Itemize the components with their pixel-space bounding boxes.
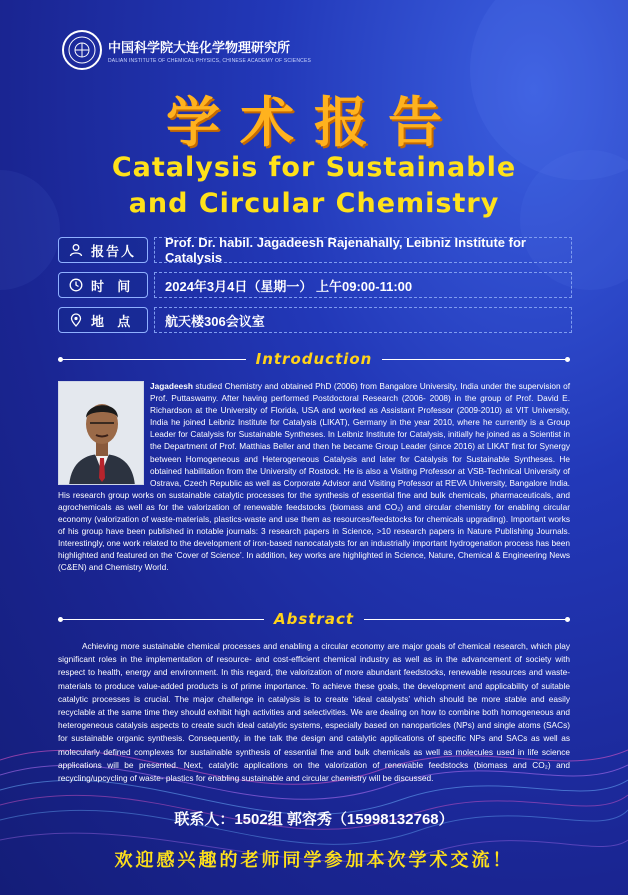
time-label: 时 间	[91, 278, 133, 294]
place-row	[58, 307, 572, 333]
speaker-label-box	[58, 237, 148, 263]
introduction-body	[58, 380, 570, 574]
time-label-box	[58, 272, 148, 298]
divider	[58, 619, 264, 620]
speaker-value: Prof. Dr. habil. Jagadeesh Rajenahally, Leibniz Institute for Catalysis	[154, 237, 572, 263]
place-value: 航天楼306会议室	[154, 307, 572, 333]
org-name-cn: 中国科学院大连化学物理研究所	[108, 39, 291, 55]
welcome-message: 欢迎感兴趣的老师同学参加本次学术交流！	[114, 850, 514, 871]
contact-info: 联系人：1502组 郭容秀（15998132768）	[174, 811, 454, 828]
place-label: 地 点	[91, 313, 133, 329]
abstract-body: Achieving more sustainable chemical processes and enabling a circular economy are major goals of chemical research, which play significant roles in the implementation of resource- and cost-efficient chemical industry as well as in the advancement of society with respect to health, energy and environment. In this regard, the valorization of more abundant feedstocks, renewable resources and waste-materials to produce value-added products is of prime importance. To achieve these goals, the development and applicability of suitable catalytic processes is crucial. The major challenge in catalysis is to create ‘ideal catalysts’ which should be more stable and easily recyclable at the same time they should exhibit high activities and selectivities. We are dealing on how to combine both homogeneous and heterogeneous catalysis aspects to create such ideal catalytic systems, especially based on nanoparticles (NPs) and single atoms (SACs) for sustainable organic synthesis. Consequently, in the talk the design and catalytic applications of specific NPs and SACs as well as molecularly defined complexes for sustainable synthesis of essential fine and bulk chemicals as well as molecules used in life science applications will be presented. Next, catalytic applications on the valorization of renewable feedstocks (biomass and CO₂) and recycling/upcycling of waste- plastics for enabling sustainable and circular chemistry will be discussed.	[58, 641, 570, 784]
talk-title	[0, 150, 628, 222]
divider	[364, 619, 570, 620]
speaker-name: Jagadeesh	[150, 381, 193, 391]
introduction-text: studied Chemistry and obtained PhD (2006) from Bangalore University, India under the supervision of Prof. Puttaswamy. After having performed Postdoctoral Research (2006- 2008) in the group of Prof. David E. Richardson at the University of Florida, USA and worked as Assistant Professor (2009-2010) at VIT University, India he joined Leibniz Institute for Catalysis (LIKAT), Germany in the year 2010, where he currently is a Group Leader for Catalysis for Sustainable Syntheses. In Leibniz Institute for Catalysis, initially he joined as a Scientist in the Department of Prof. Matthias Beller and then he became Group Leader (since 2016) at LIKAT first for Synergy between Homogeneous and Heterogeneous Catalysis and later for Catalysis for Sustainable Syntheses. He obtained habilitation from the University of Rostock. He is also a Visiting Professor at VSB-Technical University of Ostrava, Czech Republic as well as Corporate Advisor and Visiting Professor at REVA University, Bangalore India. His research group works on sustainable catalytic processes for the synthesis of essential fine and bulk chemicals, pharmaceuticals, and agrochemicals as well as for the valorization of renewable feedstocks (biomass and CO₂) and circular chemistry for enabling circular economy (valorization of waste-materials, plastics-waste and use them as resources/feedstocks for chemicals upgrading). Important works of his group have been published in notable journals: 3 research papers in Science, >10 research papers in Nature Publishing Journals. Interestingly, one work related to the development of iron-based nanocatalysts for an industrially important hydrogenation process has been highlighted and featured on the ‘Cover of Science’. In addition, key works are highlighted in Science, Nature, Chemical & Engineering News (C&EN) and Chemistry World.	[58, 381, 570, 573]
person-icon	[69, 243, 83, 257]
institute-logo	[62, 30, 311, 70]
talk-title-line1: Catalysis for Sustainable	[111, 152, 517, 183]
introduction-header	[58, 349, 570, 369]
introduction-heading: Introduction	[255, 350, 373, 368]
abstract-heading: Abstract	[273, 610, 355, 628]
abstract-header	[58, 609, 570, 629]
time-row	[58, 272, 572, 298]
time-value: 2024年3月4日（星期一） 上午09:00-11:00	[154, 272, 572, 298]
org-name-en: DALIAN INSTITUTE OF CHEMICAL PHYSICS, CHINESE ACADEMY OF SCIENCES	[108, 57, 312, 64]
talk-title-line2: and Circular Chemistry	[128, 188, 500, 219]
clock-icon	[69, 278, 83, 292]
divider	[58, 359, 246, 360]
location-pin-icon	[69, 313, 83, 327]
main-title: 学术报告	[166, 91, 462, 154]
speaker-row	[58, 237, 572, 263]
place-label-box	[58, 307, 148, 333]
speaker-label: 报告人	[91, 243, 137, 259]
divider	[382, 359, 570, 360]
institute-seal-icon	[62, 30, 102, 70]
